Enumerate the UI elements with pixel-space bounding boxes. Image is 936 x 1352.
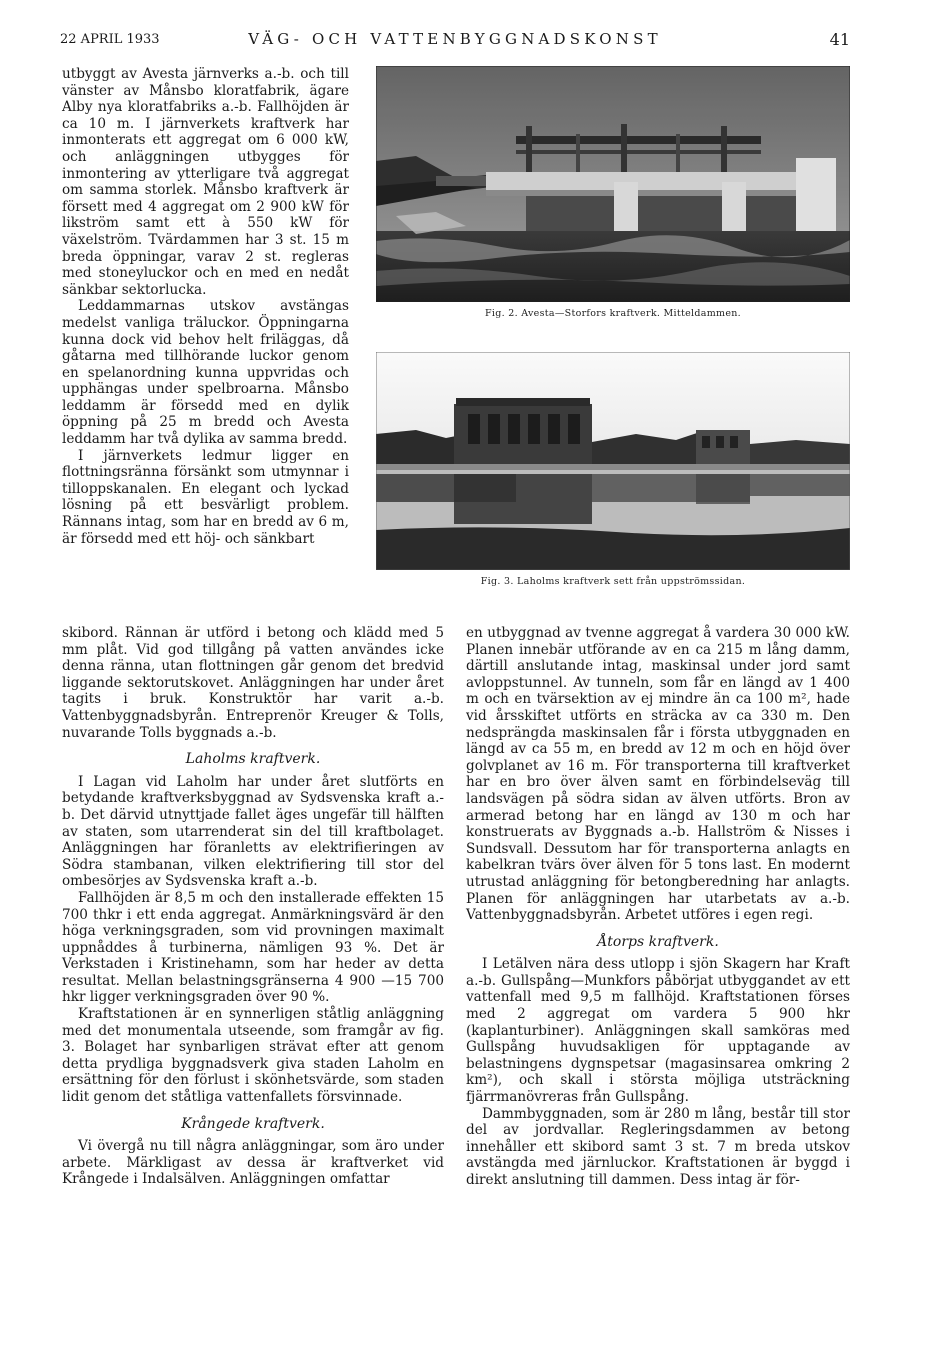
- section-heading-laholm: Laholms kraftverk.: [185, 751, 321, 768]
- paragraph-krangede-cont: en utbyggnad av tvenne aggregat å vardera 30 000 kW. Planen innebär utförande av en ca 215 m lång damm, därtill anslutande intag, maskinsal under jord samt avloppstunnel. Av tunneln, som får en längd av 1 400 m och en tvärsektion av ej mindre än ca 100 m², hade vid årsskiftet utförts en sträcka av ca 330 m. Den nedsprängda maskinsalen får i första utbyggnaden en längd av ca 55 m, en bredd av 12 m och en höjd över golvplanet av 16 m. För transporterna till kraftverket har en bro över älven samt en förbindelseväg till landsvägen på södra sidan av älven utförts. Bron av armerad betong har en längd av 130 m och har konstruerats av Byggnads a.-b. Hallström & Nisses i Sundsvall. Dessutom har för transporterna anlagts en kabelkran tvärs över älven för 5 tons last. En modernt utrustad anläggning för betongberedning har anlagts. Planen för anläggningen har utarbetats av a.-b. Vattenbyggnadsbyrån. Arbetet utföres i egen regi.: [466, 625, 850, 924]
- paragraph-atorp-damm: Dammbyggnaden, som är 280 m lång, består till stor del av jordvallar. Regleringsdammen av betong innehåller ett skibord samt 3 st. 7 m breda utskov avstängda med järnluckor. Kraftstationen är byggd i direkt anslutning till dammen. Dess intag är för-: [466, 1105, 850, 1188]
- paragraph-laholm-intro: I Lagan vid Laholm har under året slutförts en betydande kraftverksbyggnad av Sydsvenska kraft a.-b. Det därvid utnyttjade fallet äges ungefär till hälften av staten, som utarrenderat sin del till kraftbolaget. Anläggningen har föranletts av elektrifieringen av Södra stambanan, vilken elektrifiering till stor del ombesörjes av Sydsvenska kraft a.-b.: [62, 773, 444, 890]
- paragraph-laholm-kraftstation: Kraftstationen är en synnerligen ståtlig anläggning med det monumentala utseende, som framgår av fig. 3. Bolaget har synbarligen strävat efter att genom detta prydliga byggnadsverk giva staden Laholm en ersättning för den förlust i skönhetsvärde, som staden lidit genom det ståtliga vattenfallets försvinnade.: [62, 1006, 444, 1106]
- figure-3: [376, 352, 850, 587]
- right-column: [466, 625, 850, 1189]
- section-heading-krangede: Krångede kraftverk.: [181, 1115, 325, 1132]
- photo-avesta-dam: [376, 66, 850, 302]
- issue-date: 22 APRIL 1933: [60, 32, 160, 47]
- figure-3-caption: Fig. 3. Laholms kraftverk sett från uppströmssidan.: [480, 576, 746, 587]
- paragraph-avesta-intro: utbyggt av Avesta järnverks a.-b. och till vänster av Månsbo kloratfabrik, ägare Alby nya kloratfabriks a.-b. Fallhöjden är ca 10 m. I järnverkets kraftverk har inmonterats ett aggregat om 6 000 kW, och anläggningen utbygges för inmontering av ytterligare två aggregat om samma storlek. Månsbo kraftverk är försett med 4 aggregat om 2 900 kW för likström samt ett à 550 kW för växelström. Tvärdammen har 3 st. 15 m breda öppningar, varav 2 st. regleras med stoneyluckor och en med en nedåt sänkbar sektorlucka.: [62, 66, 349, 298]
- page-number: 41: [829, 30, 850, 49]
- paragraph-atorp-intro: I Letälven nära dess utlopp i sjön Skagern har Kraft a.-b. Gullspång—Munkfors påbörjat utbyggandet av ett vattenfall med 9,5 m fallhöjd. Kraftstationen förses med 2 aggregat om vardera 5 900 hkr (kaplanturbiner). Anläggningen skall samköras med Gullspång huvudsakligen för upptagande av belastningens dygnspetsar (magasinsarea omkring 2 km²), och skall i största möjliga utsträckning fjärrmanövreras från Gullspång.: [466, 956, 850, 1106]
- paragraph-laholm-fallhojd: Fallhöjden är 8,5 m och den installerade effekten 15 700 thkr i ett enda aggregat. Anmärkningsvärd är den höga verkningsgraden, som vid provningen maximalt uppnåddes å turbinerna, nämligen 93 %. Det är Verkstaden i Kristinehamn, som har heder av detta resultat. Mellan belastningsgränserna 4 900 —15 700 hkr ligger verkningsgraden över 90 %.: [62, 889, 444, 1006]
- section-heading-atorp: Åtorps kraftverk.: [597, 933, 719, 950]
- left-column-lower: [62, 625, 444, 1188]
- figure-2: [376, 66, 850, 319]
- photo-laholm-powerstation: [376, 352, 850, 570]
- paragraph-skibord: skibord. Rännan är utförd i betong och klädd med 5 mm plåt. Vid god tillgång på vatten användes icke denna ränna, utan flottningen går genom det bredvid liggande sektorutskovet. Anläggningen har under året tagits i bruk. Konstruktör har varit a.-b. Vattenbyggnadsbyrån. Entreprenör Kreuger & Tolls, nuvarande Tolls byggnads a.-b.: [62, 625, 444, 741]
- paragraph-krangede-intro: Vi övergå nu till några anläggningar, som äro under arbete. Märkligast av dessa är kraftverket vid Krångede i Indalsälven. Anläggningen omfattar: [62, 1138, 444, 1188]
- page-header: [60, 30, 850, 52]
- paragraph-leddammar: Leddammarnas utskov avstängas medelst vanliga träluckor. Öppningarna kunna dock vid behov helt friläggas, då gåtarna med tillhörande luckor genom en spelanordning kunna uppvridas och upphängas under spelbroarna. Månsbo leddamm är försedd med en dylik öppning på 25 m bredd och Avesta leddamm har två dylika av samma bredd.: [62, 298, 349, 448]
- journal-title: VÄG- OCH VATTENBYGGNADSKONST: [248, 30, 662, 48]
- paragraph-flottningsranna: I järnverkets ledmur ligger en flottningsränna försänkt som utmynnar i tilloppskanalen. En elegant och lyckad lösning på ett besvärligt problem. Rännans intag, som har en bredd av 6 m, är försedd med ett höj- och sänkbart: [62, 447, 349, 547]
- figure-2-caption: Fig. 2. Avesta—Storfors kraftverk. Mitteldammen.: [484, 308, 742, 319]
- left-column-upper: [62, 66, 349, 547]
